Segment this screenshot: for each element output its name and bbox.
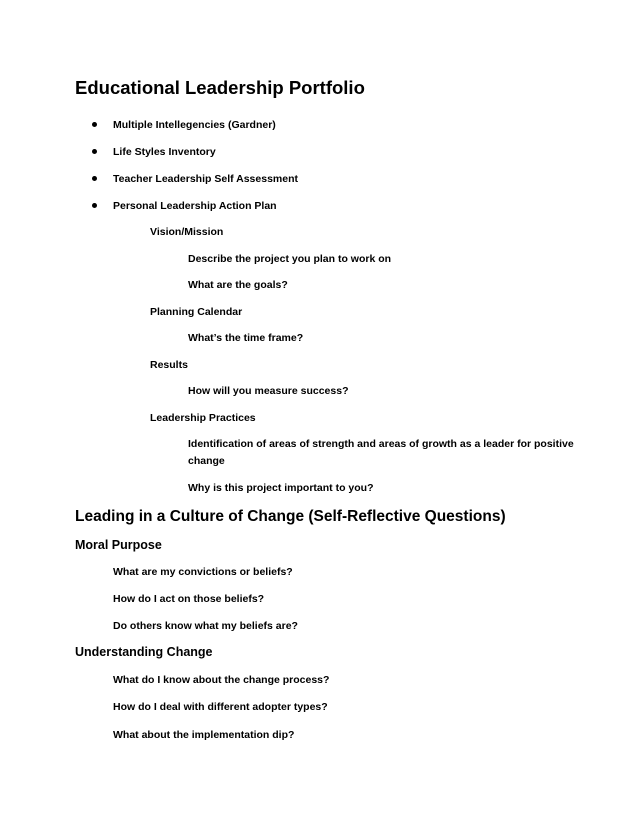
change-question: What do I know about the change process? [113,674,330,686]
moral-question: How do I act on those beliefs? [113,593,265,605]
planning-calendar-label: Planning Calendar [150,306,243,318]
vision-item-goals: What are the goals? [188,279,288,291]
portfolio-title: Educational Leadership Portfolio [75,77,365,98]
vision-item-describe: Describe the project you plan to work on [188,253,392,265]
bullet-marker [92,122,97,127]
change-question: How do I deal with different adopter types? [113,701,328,713]
results-label: Results [150,359,188,371]
moral-question: Do others know what my beliefs are? [113,620,298,632]
practices-item-identification: Identification of areas of strength and areas of growth as a leader for positive change [188,438,574,467]
bullet-marker [92,203,97,208]
moral-question: What are my convictions or beliefs? [113,566,293,578]
bullet-item-life-styles: Life Styles Inventory [113,146,216,158]
bullet-item-teacher-leadership: Teacher Leadership Self Assessment [113,173,298,185]
change-question: What about the implementation dip? [113,729,295,741]
results-item-measure: How will you measure success? [188,385,349,397]
vision-mission-label: Vision/Mission [150,226,224,238]
bullet-marker [92,149,97,154]
calendar-item-time-frame: What’s the time frame? [188,332,304,344]
practices-item-importance: Why is this project important to you? [188,482,374,494]
leadership-practices-label: Leadership Practices [150,412,256,424]
moral-purpose-heading: Moral Purpose [75,538,162,552]
bullet-item-multiple-intelligences: Multiple Intellegencies (Gardner) [113,119,276,131]
understanding-change-heading: Understanding Change [75,645,213,659]
culture-of-change-heading: Leading in a Culture of Change (Self-Reflective Questions) [75,508,506,525]
bullet-marker [92,176,97,181]
bullet-item-action-plan: Personal Leadership Action Plan [113,200,277,212]
